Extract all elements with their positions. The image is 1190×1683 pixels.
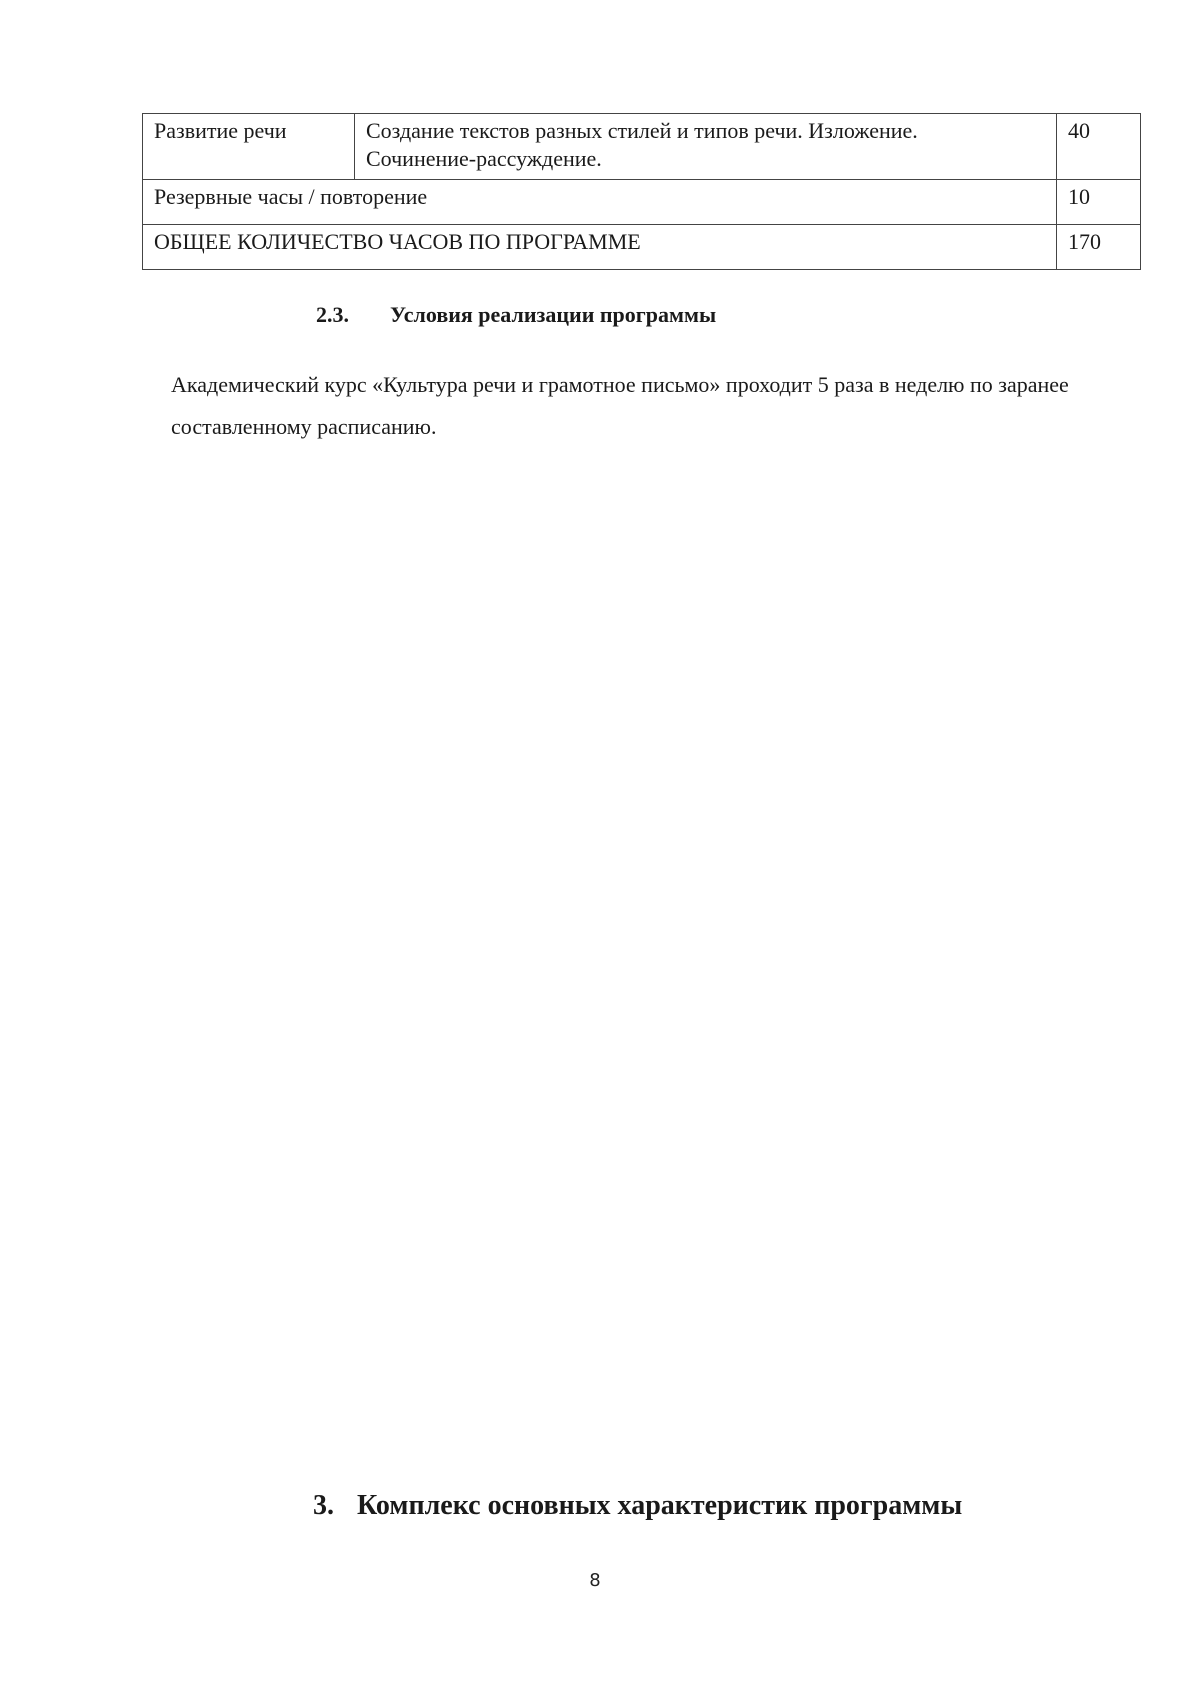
table-row xyxy=(143,225,1141,270)
chapter-title: Комплекс основных характеристик программы xyxy=(357,1490,963,1521)
total-hours-label: ОБЩЕЕ КОЛИЧЕСТВО ЧАСОВ ПО ПРОГРАММЕ xyxy=(143,225,1057,270)
content-line: Создание текстов разных стилей и типов речи. Изложение. xyxy=(366,118,918,143)
content-line: Сочинение-рассуждение. xyxy=(366,146,602,171)
page-number: 8 xyxy=(589,1570,601,1591)
chapter-number: 3. xyxy=(313,1490,334,1521)
curriculum-table xyxy=(142,113,1141,270)
body-paragraph: Академический курс «Культура речи и грамотное письмо» проходит 5 раза в неделю по заранее составленному расписанию. xyxy=(171,372,1069,439)
table-row xyxy=(143,114,1141,180)
section-cell: Развитие речи xyxy=(143,114,355,180)
section-number: 2.3. xyxy=(316,302,349,327)
reserve-hours-label: Резервные часы / повторение xyxy=(143,180,1057,225)
section-title: Условия реализации программы xyxy=(390,302,717,327)
table-row xyxy=(143,180,1141,225)
content-cell xyxy=(355,114,1057,180)
hours-cell: 10 xyxy=(1057,180,1141,225)
section-heading xyxy=(316,302,716,328)
chapter-heading xyxy=(313,1490,962,1522)
total-hours-cell: 170 xyxy=(1057,225,1141,270)
hours-cell: 40 xyxy=(1057,114,1141,180)
